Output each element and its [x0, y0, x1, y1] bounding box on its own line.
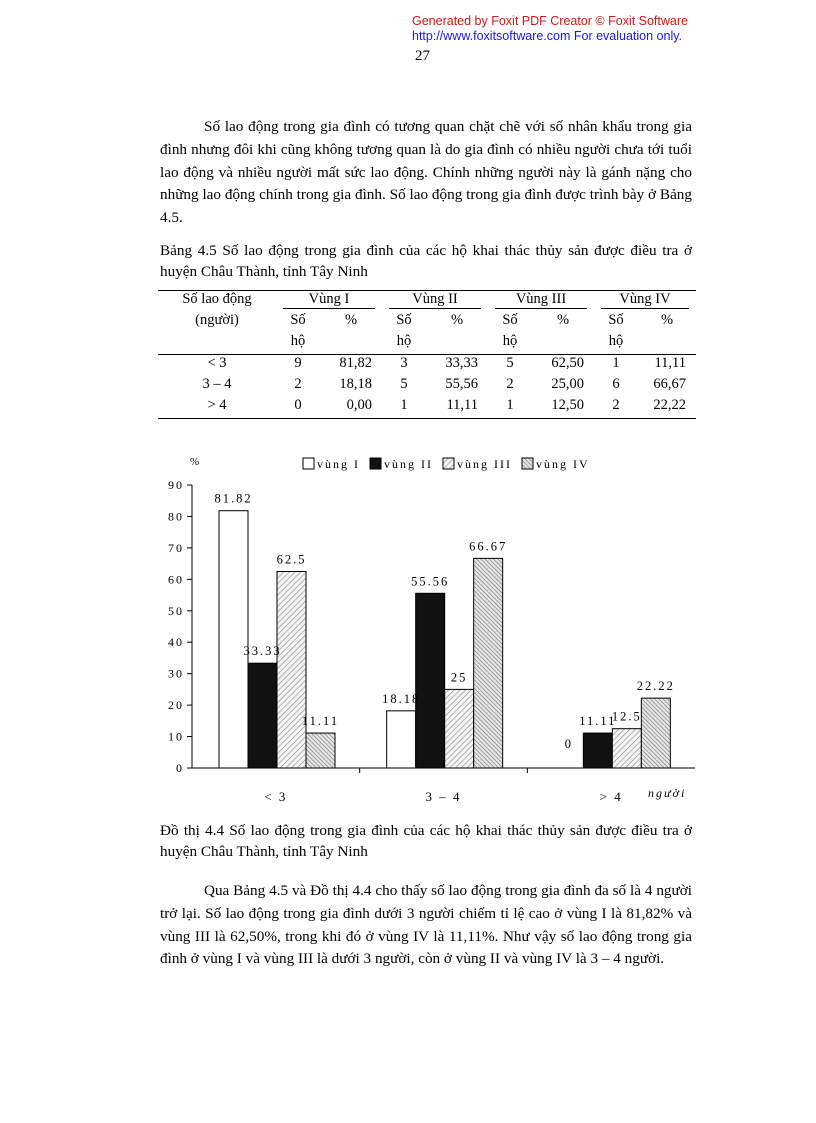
table-row: < 3 9 81,82 3 33,33 5 62,50 1 11,11	[158, 355, 696, 377]
chart-bars	[219, 511, 670, 768]
y-tick-label: 70	[168, 540, 184, 555]
col-percent: %	[344, 312, 358, 328]
y-tick-label: 60	[168, 572, 184, 587]
data-label: 55.56	[411, 574, 450, 589]
col-households-2: hộ	[608, 333, 624, 349]
y-tick-label: 50	[168, 603, 184, 618]
bar	[387, 711, 416, 768]
legend-swatch	[303, 458, 314, 469]
legend-swatch	[443, 458, 454, 469]
bar	[583, 733, 612, 768]
col-households-2: hộ	[290, 333, 306, 349]
region-header: Vùng III	[488, 291, 594, 313]
bar	[641, 698, 670, 768]
table-subheader-row	[158, 312, 696, 333]
bar	[219, 511, 248, 768]
data-label: 25	[450, 670, 468, 685]
legend-label: vùng III	[457, 457, 512, 471]
data-label: 0	[564, 737, 573, 751]
legend-swatch	[370, 458, 381, 469]
y-axis-title: %	[190, 456, 200, 468]
bar	[445, 689, 474, 768]
legend-label: vùng I	[317, 457, 360, 471]
data-label: 81.82	[214, 491, 253, 506]
data-label: 18.18	[382, 691, 421, 706]
y-tick-label: 90	[168, 478, 184, 492]
table-header-row	[158, 291, 696, 313]
data-label: 66.67	[469, 539, 508, 554]
region-header: Vùng II	[382, 291, 488, 313]
bar-chart	[150, 445, 710, 810]
data-label: 11.11	[301, 714, 340, 729]
body-paragraph-2: Qua Bảng 4.5 và Đồ thị 4.4 cho thấy số lao động trong gia đình đa số là 4 người trở lại. Số lao động trong gia đình dưới 3 người chiếm tỉ lệ cao ở vùng I là 81,82% và vùng III là 62,50%, trong khi đó ở vùng IV là 11,11%. Như vậy số lao động trong gia đình ở vùng I và vùng III là dưới 3 người, còn ở vùng II và vùng IV là 3 – 4 người.	[160, 882, 692, 968]
col-households-2: hộ	[502, 333, 518, 349]
page-number: 27	[415, 48, 430, 64]
data-label: 22.22	[636, 679, 675, 694]
y-tick-label: 20	[168, 698, 184, 713]
bar	[416, 593, 445, 768]
x-axis-title: người	[648, 786, 687, 800]
table-caption: Bảng 4.5 Số lao động trong gia đình của các hộ khai thác thủy sản được điều tra ở huyện Châu Thành, tỉnh Tây Ninh	[160, 242, 692, 280]
watermark-line2: http://www.foxitsoftware.com For evaluation only.	[412, 29, 683, 43]
region-header: Vùng IV	[594, 291, 696, 313]
bar	[474, 558, 503, 768]
bar	[277, 571, 306, 768]
figure-caption: Đồ thị 4.4 Số lao động trong gia đình của các hộ khai thác thủy sản được điều tra ở huyện Châu Thành, tỉnh Tây Ninh	[160, 822, 692, 860]
table-row: > 4 0 0,00 1 11,11 1 12,50 2 22,22	[158, 397, 696, 419]
row-header-unit: (người)	[195, 312, 239, 328]
bar	[306, 733, 335, 768]
col-households-2: hộ	[396, 333, 412, 349]
row-header: Số lao động	[182, 291, 252, 307]
col-households: Số	[502, 312, 518, 328]
col-percent: %	[450, 312, 464, 328]
x-tick-label: > 4	[599, 789, 623, 804]
legend-label: vùng II	[384, 457, 433, 471]
table-subheader-row-2	[158, 333, 696, 355]
col-households: Số	[290, 312, 306, 328]
x-tick-label: < 3	[264, 789, 288, 804]
y-tick-label: 10	[168, 729, 184, 744]
col-percent: %	[556, 312, 570, 328]
body-paragraph-1: Số lao động trong gia đình có tương quan chặt chẽ với số nhân khẩu trong gia đình nhưng đôi khi cũng không tương quan là do gia đình có nhiều người chưa tới tuổi lao động và nhiều người mất sức lao động. Chính những người này là gánh nặng cho những lao động chính trong gia đình. Số lao động trong gia đình được trình bày ở Bảng 4.5.	[160, 118, 692, 227]
x-tick-label: 3 – 4	[425, 789, 462, 804]
table-row: 3 – 4 2 18,18 5 55,56 2 25,00 6 66,67	[202, 376, 686, 392]
labor-table	[158, 290, 696, 419]
y-tick-label: 30	[168, 666, 184, 681]
legend-label: vùng IV	[536, 457, 590, 471]
y-tick-label: 0	[176, 761, 184, 775]
bar	[248, 663, 277, 768]
legend-swatch	[522, 458, 533, 469]
chart-legend	[303, 457, 590, 471]
col-households: Số	[608, 312, 624, 328]
watermark-line1: Generated by Foxit PDF Creator © Foxit Software	[412, 14, 688, 28]
col-percent: %	[660, 312, 674, 328]
y-tick-label: 80	[168, 509, 184, 524]
data-label: 33.33	[243, 644, 282, 659]
col-households: Số	[396, 312, 412, 328]
y-tick-label: 40	[168, 635, 184, 650]
region-header: Vùng I	[276, 291, 382, 313]
foxit-watermark	[412, 14, 688, 44]
bar	[612, 729, 641, 768]
data-label: 12.5	[611, 709, 642, 724]
data-label: 11.11	[579, 714, 617, 729]
data-label: 62.5	[276, 552, 307, 567]
